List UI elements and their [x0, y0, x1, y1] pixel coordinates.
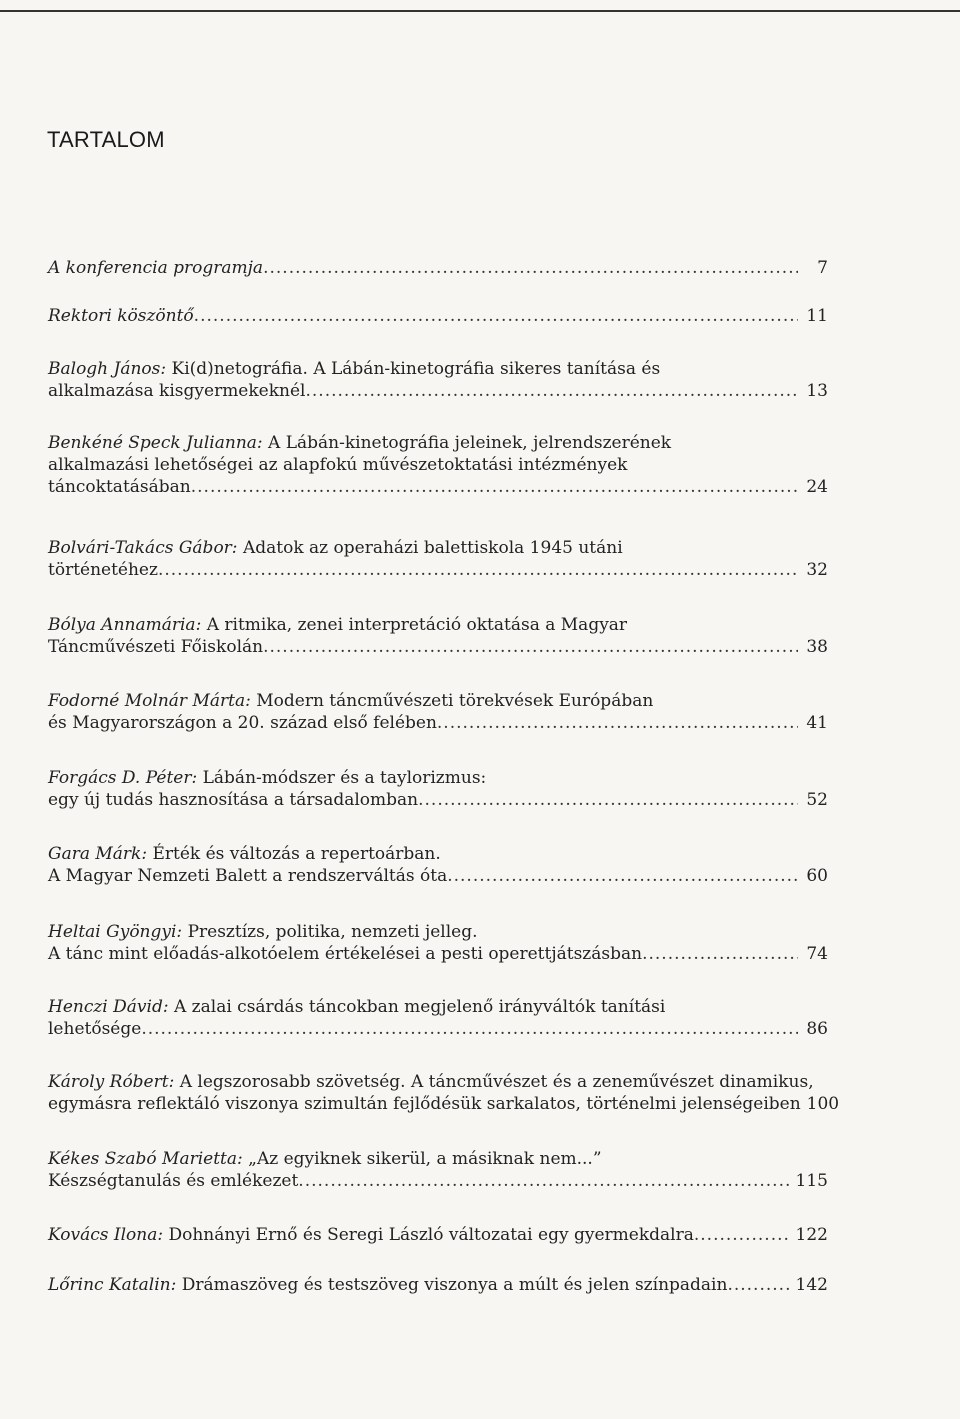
- toc-entry-title: Táncművészeti Főiskolán: [48, 637, 264, 657]
- toc-entry-author: A konferencia programja: [48, 258, 264, 278]
- toc-entry: [48, 358, 828, 402]
- toc-entry: [48, 767, 828, 811]
- toc-entry-author: Kékes Szabó Marietta:: [48, 1149, 243, 1169]
- toc-entry-last-line: [48, 1093, 840, 1115]
- toc-entry: [48, 614, 828, 658]
- dot-leader: [141, 1018, 798, 1040]
- toc-entry-page: 74: [806, 944, 828, 964]
- toc-entry: [48, 432, 828, 498]
- toc-entry-last-line: [48, 1274, 828, 1296]
- toc-entry-page: 52: [806, 790, 828, 810]
- toc-entry-last-line: [48, 305, 828, 327]
- dot-leader: [191, 476, 798, 498]
- toc-entry-author: Heltai Gyöngyi:: [48, 922, 183, 942]
- toc-entry-title: Drámaszöveg és testszöveg viszonya a múlt és jelen színpadain: [181, 1275, 728, 1295]
- toc-entry: [48, 996, 828, 1040]
- toc-entry: [48, 843, 828, 887]
- toc-entry-first-line: [48, 996, 828, 1018]
- toc-entry-title: A zalai csárdás táncokban megjelenő irányváltók tanítási: [173, 997, 666, 1017]
- dot-leader: [158, 559, 798, 581]
- toc-entry-title: Presztízs, politika, nemzeti jelleg.: [187, 922, 478, 942]
- toc-entry-author: Rektori köszöntő: [48, 306, 194, 326]
- toc-entry-title: A Lábán-kinetográfia jeleinek, jelrendszerének: [268, 433, 672, 453]
- toc-entry-last-line: [48, 636, 828, 658]
- toc-entry-page: 142: [795, 1275, 828, 1295]
- toc-entry-page: 60: [806, 866, 828, 886]
- toc-entry-last-line: [48, 380, 828, 402]
- toc-entry-author: Károly Róbert:: [48, 1072, 175, 1092]
- toc-entry-last-line: [48, 1224, 828, 1246]
- toc-entry-last-line: [48, 257, 828, 279]
- toc-entry-last-line: [48, 865, 828, 887]
- toc-entry: [48, 690, 828, 734]
- toc-entry-title: lehetősége: [48, 1019, 142, 1039]
- dot-leader: [727, 1274, 789, 1296]
- toc-entry: [48, 257, 828, 279]
- toc-entry: [48, 1071, 840, 1115]
- top-rule: [0, 0, 960, 12]
- toc-entry-author: Balogh János:: [48, 359, 167, 379]
- toc-entry-author: Benkéné Speck Julianna:: [48, 433, 263, 453]
- toc-entry: [48, 921, 828, 965]
- toc-entry-last-line: [48, 712, 828, 734]
- toc-entry-line: [48, 454, 828, 476]
- toc-entry-first-line: [48, 614, 828, 636]
- toc-entry-page: 11: [806, 306, 828, 326]
- toc-entry-title: „Az egyiknek sikerül, a másiknak nem...”: [248, 1149, 602, 1169]
- toc-entry-first-line: [48, 537, 828, 559]
- page-title: TARTALOM: [47, 127, 165, 152]
- toc-entry-last-line: [48, 476, 828, 498]
- dot-leader: [437, 712, 798, 734]
- dot-leader: [263, 257, 798, 279]
- toc-entry-page: 100: [806, 1094, 840, 1114]
- toc-entry-title: Készségtanulás és emlékezet: [48, 1171, 299, 1191]
- toc-entry-first-line: [48, 1148, 828, 1170]
- toc-entry-title: A ritmika, zenei interpretáció oktatása a Magyar: [206, 615, 628, 635]
- toc-entry-author: Forgács D. Péter:: [48, 768, 198, 788]
- toc-entry: [48, 537, 828, 581]
- toc-entry-page: 115: [795, 1171, 828, 1191]
- toc-entry-title: táncoktatásában: [48, 477, 191, 497]
- toc-entry-last-line: [48, 1170, 828, 1192]
- toc-entry-page: 122: [795, 1225, 828, 1245]
- toc-entry-first-line: [48, 767, 828, 789]
- dot-leader: [298, 1170, 789, 1192]
- toc-entry-author: Bolvári-Takács Gábor:: [48, 538, 238, 558]
- toc-entry-first-line: [48, 1071, 828, 1093]
- toc-entry-title: Lábán-módszer és a taylorizmus:: [202, 768, 487, 788]
- toc-entry: [48, 1148, 828, 1192]
- toc-entry-title: A Magyar Nemzeti Balett a rendszerváltás óta: [48, 866, 448, 886]
- toc-entry-title: Érték és változás a repertoárban.: [152, 844, 441, 864]
- toc-entry-author: Lőrinc Katalin:: [48, 1275, 177, 1295]
- toc-entry-author: Fodorné Molnár Márta:: [48, 691, 251, 711]
- toc-entry-first-line: [48, 921, 828, 943]
- toc-entry-first-line: [48, 690, 828, 712]
- dot-leader: [418, 789, 798, 811]
- toc-entry-title: Dohnányi Ernő és Seregi László változatai egy gyermekdalra: [168, 1225, 694, 1245]
- toc-entry-title: A tánc mint előadás-alkotóelem értékelései a pesti operettjátszásban: [48, 944, 643, 964]
- toc-entry-first-line: [48, 358, 828, 380]
- dot-leader: [194, 305, 798, 327]
- dot-leader: [263, 636, 798, 658]
- toc-entry-title: történetéhez: [48, 560, 158, 580]
- toc-entry-author: Bólya Annamária:: [48, 615, 202, 635]
- dot-leader: [447, 865, 798, 887]
- dot-leader: [642, 943, 798, 965]
- toc-entry: [48, 1224, 828, 1246]
- toc-entry-title: egymásra reflektáló viszonya szimultán fejlődésük sarkalatos, történelmi jelenségeiben: [48, 1094, 801, 1114]
- toc-entry-page: 7: [817, 258, 828, 278]
- toc-entry-last-line: [48, 943, 828, 965]
- toc-entry-title: A legszorosabb szövetség. A táncművészet és a zeneművészet dinamikus,: [179, 1072, 814, 1092]
- toc-entry-title: és Magyarországon a 20. század első felében: [48, 713, 437, 733]
- toc-entry-last-line: [48, 559, 828, 581]
- toc-entry-page: 24: [806, 477, 828, 497]
- toc-entry-title: Modern táncművészeti törekvések Európában: [256, 691, 654, 711]
- toc-entry-title: alkalmazási lehetőségei az alapfokú művészetoktatási intézmények: [48, 455, 628, 475]
- toc-entry-first-line: [48, 843, 828, 865]
- toc-entry: [48, 305, 828, 327]
- toc-entry-page: 13: [806, 381, 828, 401]
- toc-entry-last-line: [48, 1018, 828, 1040]
- dot-leader: [305, 380, 798, 402]
- toc-entry-title: Adatok az operaházi balettiskola 1945 utáni: [242, 538, 623, 558]
- dot-leader: [694, 1224, 790, 1246]
- toc-entry-page: 86: [806, 1019, 828, 1039]
- toc-entry-last-line: [48, 789, 828, 811]
- toc-entry-first-line: [48, 432, 828, 454]
- toc-entry: [48, 1274, 828, 1296]
- toc-entry-title: alkalmazása kisgyermekeknél: [48, 381, 306, 401]
- toc-entry-author: Henczi Dávid:: [48, 997, 169, 1017]
- toc-entry-title: egy új tudás hasznosítása a társadalomban: [48, 790, 419, 810]
- toc-entry-page: 41: [806, 713, 828, 733]
- toc-entry-title: Ki(d)netográfia. A Lábán-kinetográfia sikeres tanítása és: [171, 359, 661, 379]
- toc-entry-author: Gara Márk:: [48, 844, 148, 864]
- toc-entry-page: 32: [806, 560, 828, 580]
- toc-entry-author: Kovács Ilona:: [48, 1225, 164, 1245]
- toc-entry-page: 38: [806, 637, 828, 657]
